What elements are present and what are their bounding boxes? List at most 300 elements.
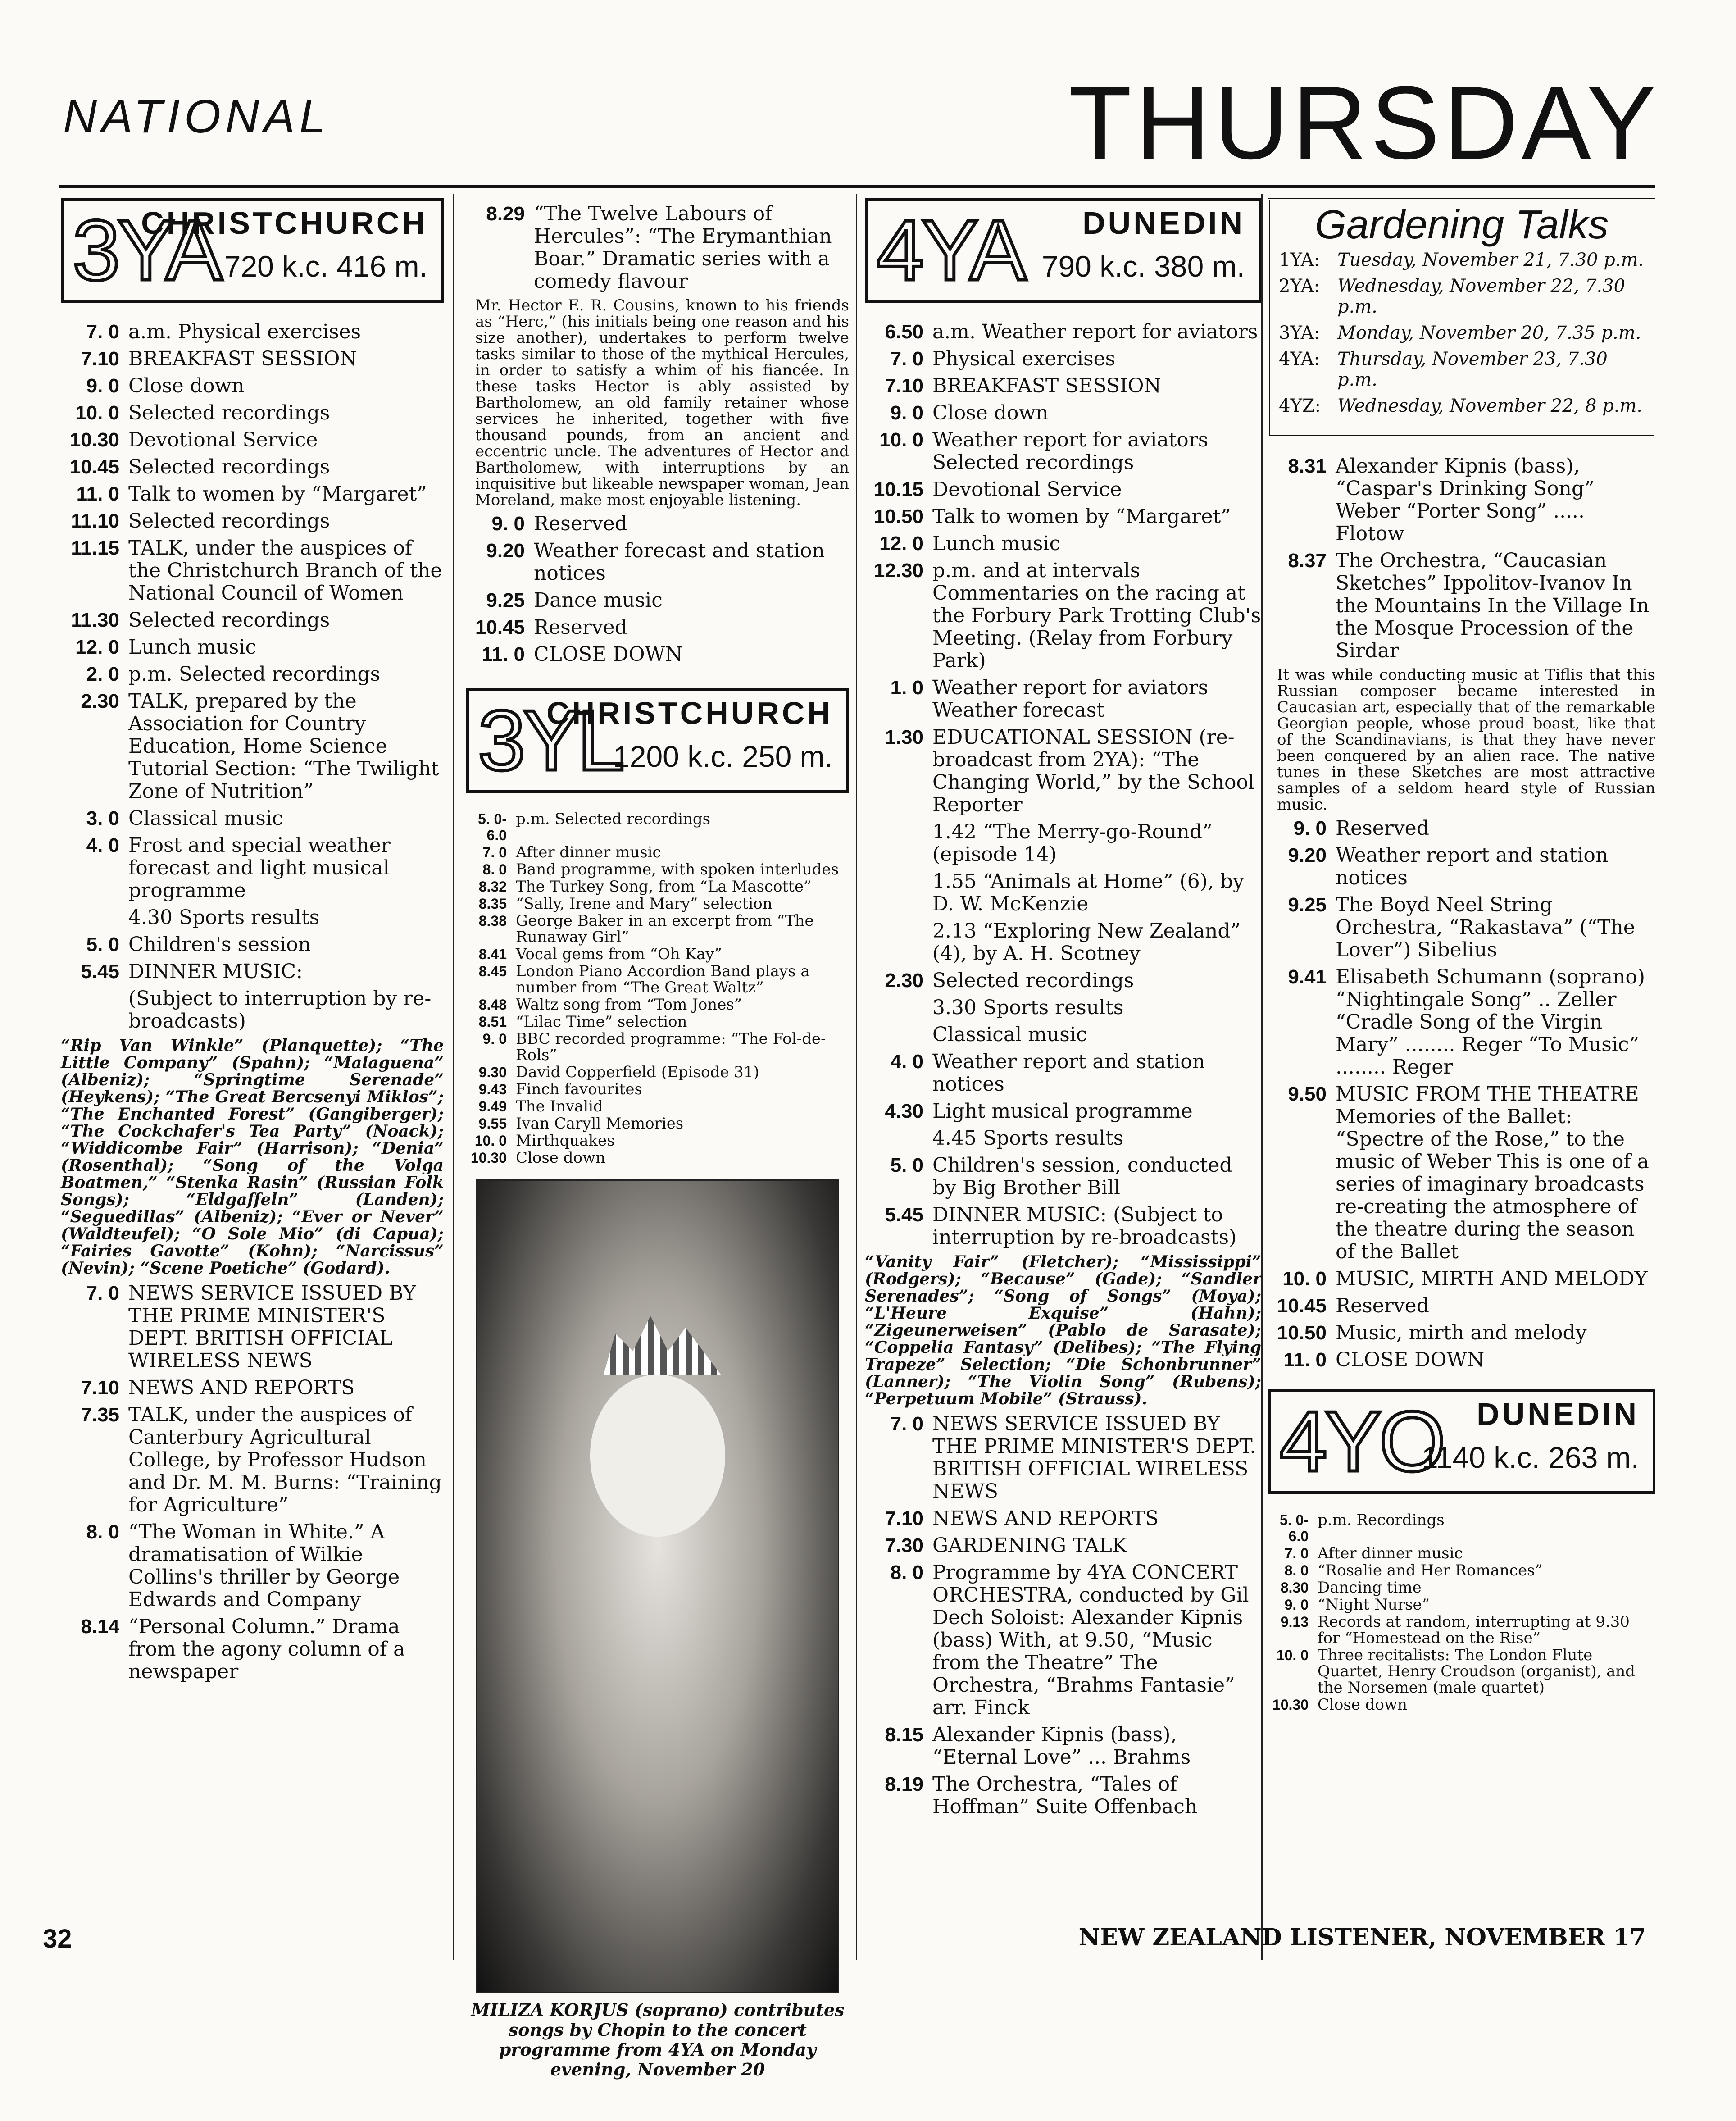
programme-time: 9. 0 — [482, 1031, 507, 1047]
programme-desc: Talk to women by “Margaret” — [128, 482, 427, 505]
programme-desc: MUSIC, MIRTH AND MELODY — [1336, 1267, 1648, 1290]
top-rule — [59, 185, 1655, 188]
programme-item — [61, 1377, 444, 1399]
programme-desc: Selected recordings — [128, 609, 330, 632]
programme-time: 11. 0 — [482, 643, 525, 665]
programme-desc: BBC recorded programme: “The Fol-de-Rols” — [516, 1030, 826, 1064]
programme-desc: 4.30 Sports results — [128, 906, 320, 929]
station-city: CHRISTCHURCH — [141, 205, 427, 241]
programme-desc: 3.30 Sports results — [932, 996, 1124, 1019]
programme-desc: Alexander Kipnis (bass), “Caspar's Drinking Song” Weber “Porter Song” ..... Flotow — [1336, 455, 1595, 545]
programme-desc: a.m. Weather report for aviators — [932, 320, 1258, 343]
programme-time: 9.25 — [486, 589, 525, 611]
programme-desc: Selected recordings — [128, 401, 330, 424]
programme-item — [1268, 1083, 1655, 1263]
programme-item — [466, 946, 849, 962]
station-city: CHRISTCHURCH — [546, 696, 833, 731]
programme-item — [865, 1561, 1261, 1719]
programme-desc: TALK, under the auspices of Canterbury Agricultural College, by Professor Hudson and Dr. M. M. Burns: “Training for Agriculture” — [128, 1403, 442, 1516]
programme-time: 5. 0-6.0 — [477, 811, 507, 843]
programme-desc: Records at random, interrupting at 9.30 for “Homestead on the Rise” — [1318, 1613, 1630, 1647]
gardening-row — [1279, 396, 1645, 416]
programme-time: 9. 0 — [1284, 1597, 1309, 1613]
programme-item — [1268, 1697, 1655, 1713]
programme-desc: MUSIC FROM THE THEATRE Memories of the Ballet: “Spectre of the Rose,” to the music of Weber This is one of a series of imaginary broadcasts re-creating the atmosphere of the theatre during the season of the Ballet — [1336, 1083, 1649, 1263]
programme-desc: The Invalid — [516, 1097, 603, 1115]
programme-desc: p.m. Selected recordings — [128, 663, 381, 686]
programme-time: 7.10 — [81, 1377, 119, 1399]
programme-time: 10.30 — [470, 1150, 507, 1166]
programme-desc: NEWS AND REPORTS — [128, 1376, 355, 1399]
programme-item — [466, 878, 849, 895]
programme-time: 8.29 — [486, 203, 525, 225]
programme-item — [865, 1773, 1261, 1818]
programme-desc: p.m. Selected recordings — [516, 810, 711, 828]
programme-item — [1268, 1545, 1655, 1561]
programme-item — [61, 960, 444, 983]
programme-desc: Weather report for aviators Weather forecast — [932, 676, 1209, 722]
programme-time: 8.45 — [478, 963, 507, 979]
programme-time — [865, 1024, 932, 1046]
programme-desc: Alexander Kipnis (bass), “Eternal Love” ... Brahms — [932, 1723, 1191, 1769]
programme-desc: Light musical programme — [932, 1100, 1193, 1123]
programme-desc: Selected recordings — [128, 455, 330, 478]
programme-desc: 4.45 Sports results — [932, 1127, 1124, 1150]
programme-note: Mr. Hector E. R. Cousins, known to his friends as “Herc,” (his initials being one reason and his size another), undertakes to perform twelve tasks similar to those of the mythical Hercules, in order to satisfy a whim of his fiancée. In these tasks Hector is ably assisted by Bartholomew, an old family retainer whose services he inherited, together with five thousand pounds, from an ancient and eccentric uncle. The adventures of Hector and Bartholomew, with interruptions by an inquisitive but likeable newspaper woman, Jean Moreland, make most enjoyable listening. — [475, 296, 849, 509]
programme-item — [61, 933, 444, 956]
programme-item — [865, 1204, 1261, 1249]
programme-desc: Dance music — [534, 589, 663, 612]
programme-desc: “The Twelve Labours of Hercules”: “The Erymanthian Boar.” Dramatic series with a comedy flavour — [534, 202, 832, 293]
programme-time: 8.14 — [81, 1616, 119, 1638]
programme-desc: The Turkey Song, from “La Mascotte” — [516, 878, 812, 896]
programme-item — [1268, 1268, 1655, 1290]
programme-time — [865, 997, 932, 1019]
programme-desc: After dinner music — [516, 843, 661, 861]
programme-item — [1268, 894, 1655, 961]
programme-desc: The Orchestra, “Caucasian Sketches” Ippolitov-Ivanov In the Mountains In the Village In the Mosque Procession of the Sirdar — [1336, 549, 1650, 662]
programme-time: 5. 0 — [86, 933, 119, 956]
programme-desc: DINNER MUSIC: (Subject to interruption by re-broadcasts) — [932, 1203, 1237, 1249]
photo-caption: MILIZA KORJUS (soprano) contributes songs by Chopin to the concert programme from 4YA on Monday evening, November 20 — [471, 2000, 845, 2080]
column-4ya-cont — [1268, 198, 1655, 1714]
programme-item — [61, 834, 444, 902]
gardening-list — [1279, 250, 1645, 416]
programme-desc: Talk to women by “Margaret” — [932, 505, 1231, 528]
programme-desc: Music, mirth and melody — [1336, 1321, 1587, 1344]
programme-item — [865, 1507, 1261, 1530]
programme-desc: 1.55 “Animals at Home” (6), by D. W. McKenzie — [932, 870, 1244, 915]
programme-time: 7. 0 — [890, 348, 923, 370]
programme-item — [865, 997, 1261, 1019]
column-3ya — [61, 198, 444, 1688]
programme-desc: Finch favourites — [516, 1080, 642, 1098]
programme-desc: a.m. Physical exercises — [128, 320, 361, 343]
programme-time — [61, 988, 128, 1033]
programme-desc: Dancing time — [1318, 1579, 1422, 1597]
programme-list — [466, 811, 849, 1166]
programme-item — [865, 969, 1261, 992]
programme-desc: Children's session, conducted by Big Brother Bill — [932, 1154, 1232, 1199]
programme-desc: Vocal gems from “Oh Kay” — [516, 945, 722, 963]
programme-item — [61, 510, 444, 533]
programme-time: 8.30 — [1280, 1579, 1309, 1596]
programme-time: 9.50 — [1288, 1083, 1327, 1105]
programme-item — [1268, 1647, 1655, 1696]
station-city: DUNEDIN — [1477, 1397, 1639, 1432]
programme-desc: Waltz song from “Tom Jones” — [516, 996, 742, 1014]
programme-desc: Frost and special weather forecast and light musical programme — [128, 834, 391, 902]
programme-desc: “Sally, Irene and Mary” selection — [516, 895, 773, 913]
programme-item — [865, 726, 1261, 816]
programme-desc: The Orchestra, “Tales of Hoffman” Suite Offenbach — [932, 1773, 1198, 1818]
programme-time: 12. 0 — [75, 636, 119, 658]
programme-desc: p.m. Recordings — [1318, 1511, 1445, 1529]
programme-item — [466, 589, 849, 612]
programme-desc: Reserved — [534, 616, 627, 639]
programme-list — [466, 513, 849, 666]
programme-time: 9.55 — [478, 1115, 507, 1132]
programme-desc: Band programme, with spoken interludes — [516, 860, 839, 878]
programme-time: 10.30 — [69, 429, 119, 451]
programme-time: 8.32 — [478, 878, 507, 895]
programme-item — [1268, 966, 1655, 1079]
station-frequency: 790 k.c. 380 m. — [1041, 250, 1245, 283]
programme-item — [466, 861, 849, 878]
programme-desc: GARDENING TALK — [932, 1534, 1127, 1557]
station-box-3ya — [61, 198, 444, 303]
programme-item — [466, 203, 849, 293]
programme-item — [1268, 844, 1655, 889]
programme-desc: Children's session — [128, 933, 311, 956]
programme-desc: BREAKFAST SESSION — [932, 374, 1161, 397]
programme-time: 8.37 — [1288, 550, 1327, 572]
station-frequency: 1140 k.c. 263 m. — [1421, 1441, 1639, 1474]
programme-desc: CLOSE DOWN — [1336, 1348, 1485, 1371]
programme-desc: After dinner music — [1318, 1544, 1463, 1562]
programme-time: 10.30 — [1272, 1697, 1309, 1713]
programme-desc: Programme by 4YA CONCERT ORCHESTRA, conducted by Gil Dech Soloist: Alexander Kipnis (bass) With, at 9.50, “Music from the Theatre” The Orchestra, “Brahms Fantasie” arr. Finck — [932, 1561, 1249, 1719]
programme-desc: TALK, under the auspices of the Christchurch Branch of the National Council of Women — [128, 537, 442, 605]
programme-item — [865, 533, 1261, 555]
programme-item — [1268, 1349, 1655, 1371]
programme-item — [865, 821, 1261, 866]
programme-time: 9. 0 — [1293, 817, 1327, 839]
programme-item — [61, 348, 444, 370]
programme-time: 8.38 — [478, 913, 507, 929]
gardening-title: Gardening Talks — [1314, 202, 1609, 247]
programme-item — [1268, 1579, 1655, 1596]
programme-time: 11. 0 — [1283, 1349, 1327, 1371]
programme-item — [61, 537, 444, 605]
dinner-music-list: “Rip Van Winkle” (Planquette); “The Little Company” (Spahn); “Malaguena” (Albeniz); “Springtime Serenade” (Heykens); “The Great Bercsenyi Miklos”; “The Enchanted Forest” (Gangiberger); “The Cockchafer's Tea Party” (Noack); “Widdicombe Fair” (Harrison); “Denia” (Rosenthal); “Song of the Volga Boatmen,” “Stenka Rasin” (Russian Folk Songs); “Eldgaffeln” (Landen); “Seguedillas” (Albeniz); “Ever or Never” (Waldteufel); “O Sole Mio” (di Capua); “Fairies Gavotte” (Kohn); “Narcissus” (Nevin); “Scene Poetiche” (Godard). — [61, 1036, 444, 1278]
programme-desc: “Lilac Time” selection — [516, 1013, 687, 1031]
programme-item — [61, 636, 444, 659]
programme-time: 8.51 — [478, 1014, 507, 1030]
programme-item — [865, 348, 1261, 370]
programme-time — [865, 920, 932, 965]
programme-desc: Close down — [932, 401, 1049, 424]
programme-desc: Mirthquakes — [516, 1132, 615, 1150]
programme-item — [865, 920, 1261, 965]
programme-time: 7.10 — [885, 1507, 923, 1529]
programme-time: 2.30 — [885, 969, 923, 992]
station-call: 3YL — [478, 693, 623, 788]
programme-item — [865, 1413, 1261, 1503]
programme-item — [466, 1150, 849, 1166]
programme-item — [1268, 1322, 1655, 1344]
programme-item — [865, 1051, 1261, 1096]
programme-desc: Classical music — [932, 1023, 1087, 1046]
programme-desc: NEWS SERVICE ISSUED BY THE PRIME MINISTER'S DEPT. BRITISH OFFICIAL WIRELESS NEWS — [932, 1412, 1256, 1503]
programme-time: 2.30 — [81, 690, 119, 712]
programme-time: 9.25 — [1288, 894, 1327, 916]
programme-time: 5.45 — [81, 960, 119, 983]
station-frequency: 1200 k.c. 250 m. — [613, 740, 833, 773]
station-city: DUNEDIN — [1082, 205, 1245, 241]
programme-item — [61, 375, 444, 397]
programme-desc: TALK, prepared by the Association for Country Education, Home Science Tutorial Section: “The Twilight Zone of Nutrition” — [128, 690, 439, 803]
programme-item — [61, 807, 444, 830]
programme-list — [61, 1282, 444, 1683]
programme-item — [865, 1100, 1261, 1123]
station-box-4yo — [1268, 1389, 1655, 1494]
programme-item — [466, 1098, 849, 1115]
programme-item — [466, 1115, 849, 1132]
programme-item — [466, 896, 849, 912]
programme-desc: Devotional Service — [128, 428, 318, 451]
programme-item — [466, 1014, 849, 1030]
programme-item — [466, 913, 849, 945]
programme-item — [865, 1154, 1261, 1199]
programme-item — [1268, 550, 1655, 662]
programme-time: 10.50 — [873, 505, 923, 528]
programme-time: 12. 0 — [879, 533, 923, 555]
page-number: 32 — [43, 1924, 72, 1953]
programme-time: 11.30 — [71, 609, 119, 631]
programme-time — [61, 906, 128, 929]
programme-item — [865, 505, 1261, 528]
programme-item — [865, 375, 1261, 397]
programme-time: 7. 0 — [482, 844, 507, 860]
programme-list — [1268, 455, 1655, 662]
programme-time: 7. 0 — [86, 1282, 119, 1304]
section-label: NATIONAL — [63, 91, 330, 143]
programme-time: 9. 0 — [86, 375, 119, 397]
programme-item — [1268, 1562, 1655, 1579]
programme-time — [865, 1127, 932, 1150]
programme-time: 6.50 — [885, 321, 923, 343]
programme-time: 1.30 — [885, 726, 923, 748]
programme-time: 5.45 — [885, 1204, 923, 1226]
programme-desc: London Piano Accordion Band plays a number from “The Great Waltz” — [516, 962, 810, 997]
programme-time: 8. 0 — [482, 861, 507, 878]
station-code: 4YZ: — [1279, 396, 1321, 416]
programme-desc: 2.13 “Exploring New Zealand” (4), by A. H. Scotney — [932, 919, 1241, 965]
programme-desc: The Boyd Neel String Orchestra, “Rakastava” (“The Lover”) Sibelius — [1336, 893, 1635, 961]
programme-desc: “The Woman in White.” A dramatisation of Wilkie Collins's thriller by George Edwards and Company — [128, 1520, 400, 1611]
dinner-music-list: “Vanity Fair” (Fletcher); “Mississippi” (Rodgers); “Because” (Gade); “Sandler Serenades”; “Song of Songs” (Moya); “L'Heure Exquise” (Hahn); “Zigeunerweisen” (Pablo de Sarasate); “Coppelia Fantasy” (Delibes); “The Flying Trapeze” Selection; “Die Schonbrunner” (Lanner); “The Violin Song” (Rubens); “Perpetuum Mobile” (Strauss). — [865, 1252, 1261, 1408]
talk-date: Wednesday, November 22, 7.30 p.m. — [1337, 276, 1626, 317]
programme-time: 9.30 — [478, 1064, 507, 1080]
station-code: 2YA: — [1279, 276, 1320, 296]
programme-list — [1268, 817, 1655, 1371]
gardening-row — [1279, 276, 1645, 317]
programme-note: It was while conducting music at Tiflis that this Russian composer became interested in Caucasian art, especially that of the remarkable Georgian people, whose proud boast, like that of the Scandinavians, is that they have never been conquered by an alien race. The native tunes in these Sketches are most attractive samples of a seldom heard style of Russian music. — [1277, 666, 1655, 814]
programme-time: 4. 0 — [86, 834, 119, 856]
programme-item — [61, 456, 444, 478]
programme-time: 9. 0 — [491, 513, 525, 535]
day-title: THURSDAY — [1068, 65, 1659, 181]
programme-time: 8.15 — [885, 1724, 923, 1746]
programme-desc: Elisabeth Schumann (soprano) “Nightingale Song” .. Zeller “Cradle Song of the Virgin Mary” ........ Reger “To Music” ........ Reger — [1336, 965, 1645, 1079]
programme-item — [466, 844, 849, 860]
station-frequency: 720 k.c. 416 m. — [224, 250, 427, 283]
column-divider — [1261, 194, 1263, 1960]
programme-item — [1268, 455, 1655, 545]
talk-date: Monday, November 20, 7.35 p.m. — [1337, 323, 1641, 343]
programme-time: 10.45 — [69, 456, 119, 478]
programme-desc: Ivan Caryll Memories — [516, 1115, 684, 1133]
programme-item — [466, 811, 849, 843]
station-box-4ya — [865, 198, 1261, 303]
programme-item — [61, 609, 444, 632]
station-call: 4YA — [877, 203, 1024, 298]
programme-item — [466, 540, 849, 585]
programme-time: 9.20 — [1288, 844, 1327, 866]
programme-time: 7.30 — [885, 1534, 923, 1557]
programme-desc: CLOSE DOWN — [534, 643, 683, 666]
column-3ya-cont — [466, 198, 849, 2080]
programme-desc: Weather report and station notices — [932, 1050, 1205, 1096]
programme-time: 8.48 — [478, 997, 507, 1013]
programme-time: 10. 0 — [1276, 1647, 1309, 1663]
programme-item — [61, 483, 444, 505]
programme-list — [61, 321, 444, 1033]
programme-item — [466, 1064, 849, 1080]
station-code: 4YA: — [1279, 349, 1320, 369]
programme-desc: Physical exercises — [932, 347, 1116, 370]
programme-desc: Close down — [128, 374, 245, 397]
programme-item — [1268, 1512, 1655, 1544]
programme-item — [61, 402, 444, 424]
programme-time: 10. 0 — [1282, 1268, 1327, 1290]
talk-date: Wednesday, November 22, 8 p.m. — [1337, 396, 1643, 416]
programme-time: 1. 0 — [890, 677, 923, 699]
programme-item — [865, 478, 1261, 501]
talk-date: Thursday, November 23, 7.30 p.m. — [1337, 349, 1608, 390]
programme-item — [865, 870, 1261, 915]
programme-item — [61, 988, 444, 1033]
station-box-3yl — [466, 688, 849, 793]
programme-time: 10. 0 — [879, 429, 923, 451]
face-shape — [590, 1375, 725, 1537]
programme-item — [1268, 1597, 1655, 1613]
programme-item — [466, 513, 849, 535]
programme-time: 10.15 — [873, 478, 923, 501]
station-code: 3YA: — [1279, 323, 1320, 343]
programme-list — [865, 321, 1261, 1249]
programme-time: 9.43 — [478, 1081, 507, 1097]
programme-item — [1268, 1295, 1655, 1317]
programme-time: 8. 0 — [890, 1561, 923, 1584]
station-call: 3YA — [73, 203, 220, 298]
programme-item — [865, 1534, 1261, 1557]
programme-time: 8. 0 — [86, 1521, 119, 1543]
programme-item — [865, 1127, 1261, 1150]
tiara-shape — [604, 1316, 721, 1375]
programme-item — [61, 906, 444, 929]
programme-time: 8.41 — [478, 946, 507, 962]
programme-desc: Lunch music — [932, 532, 1061, 555]
gardening-row — [1279, 250, 1645, 270]
programme-time: 10.45 — [1277, 1295, 1327, 1317]
programme-time — [865, 870, 932, 915]
column-divider — [453, 194, 454, 1960]
programme-item — [466, 997, 849, 1013]
programme-time: 5. 0 — [890, 1154, 923, 1176]
column-4ya — [865, 198, 1261, 1823]
programme-desc: Close down — [1318, 1696, 1407, 1714]
programme-item — [61, 321, 444, 343]
programme-time: 9.20 — [486, 540, 525, 562]
programme-item — [865, 560, 1261, 672]
programme-time: 10. 0 — [75, 402, 119, 424]
programme-item — [61, 1616, 444, 1683]
programme-desc: (Subject to interruption by re-broadcasts) — [128, 987, 432, 1033]
programme-time: 5. 0-6.0 — [1279, 1512, 1309, 1544]
programme-time: 11.15 — [71, 537, 119, 559]
programme-desc: David Copperfield (Episode 31) — [516, 1063, 759, 1081]
programme-time: 9.49 — [478, 1098, 507, 1115]
programme-item — [865, 1024, 1261, 1046]
programme-desc: Reserved — [1336, 1294, 1429, 1317]
programme-item — [1268, 1614, 1655, 1646]
programme-item — [61, 690, 444, 803]
programme-time: 9.13 — [1280, 1614, 1309, 1630]
column-divider — [856, 194, 857, 1960]
programme-item — [466, 963, 849, 996]
programme-time: 10.45 — [475, 616, 525, 638]
programme-desc: Lunch music — [128, 636, 257, 659]
programme-time: 11. 0 — [76, 483, 119, 505]
programme-desc: DINNER MUSIC: — [128, 960, 303, 983]
programme-time: 8.31 — [1288, 455, 1327, 477]
programme-item — [1268, 817, 1655, 840]
programme-time: 10.50 — [1277, 1322, 1327, 1344]
programme-desc: 1.42 “The Merry-go-Round” (episode 14) — [932, 820, 1213, 866]
programme-desc: “Rosalie and Her Romances” — [1318, 1561, 1543, 1579]
programme-desc: NEWS AND REPORTS — [932, 1507, 1159, 1530]
programme-desc: p.m. and at intervals Commentaries on the racing at the Forbury Park Trotting Club's Meeting. (Relay from Forbury Park) — [932, 559, 1261, 672]
programme-time: 7.10 — [81, 348, 119, 370]
gardening-talks-box — [1268, 198, 1655, 437]
gardening-row — [1279, 349, 1645, 390]
station-code: 1YA: — [1279, 250, 1320, 270]
programme-time: 8.35 — [478, 896, 507, 912]
programme-time: 7. 0 — [1284, 1545, 1309, 1561]
programme-item — [61, 663, 444, 686]
programme-desc: Devotional Service — [932, 478, 1122, 501]
programme-item — [61, 1521, 444, 1611]
programme-desc: Weather report for aviators Selected recordings — [932, 428, 1209, 474]
programme-time: 7. 0 — [890, 1413, 923, 1435]
gardening-row — [1279, 323, 1645, 343]
programme-time: 4. 0 — [890, 1051, 923, 1073]
programme-desc: Weather forecast and station notices — [534, 539, 825, 585]
programme-item — [61, 429, 444, 451]
programme-time: 9.41 — [1288, 966, 1327, 988]
